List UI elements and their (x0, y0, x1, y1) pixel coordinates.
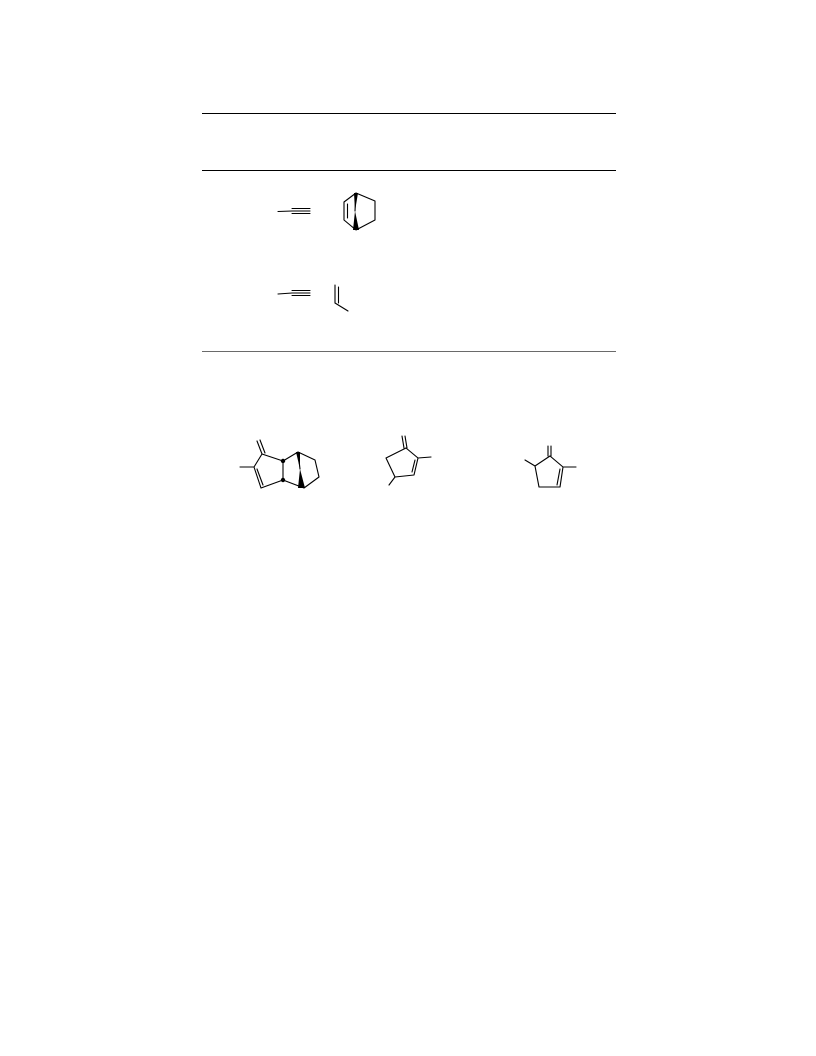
dimethyl-cyclopentenone-structure-icon (520, 446, 582, 490)
norbornene-structure-icon (338, 190, 386, 236)
methyl-cyclopentenone-structure-icon (378, 434, 438, 490)
table-top-rule (202, 113, 616, 114)
tricyclic-cyclopentenone-structure-icon (236, 436, 328, 496)
table-bottom-rule (202, 351, 616, 352)
propene-structure-icon (330, 283, 354, 313)
table-header-rule (202, 170, 616, 171)
propyne-structure-icon (276, 286, 312, 300)
propyne-structure-icon (276, 204, 312, 218)
